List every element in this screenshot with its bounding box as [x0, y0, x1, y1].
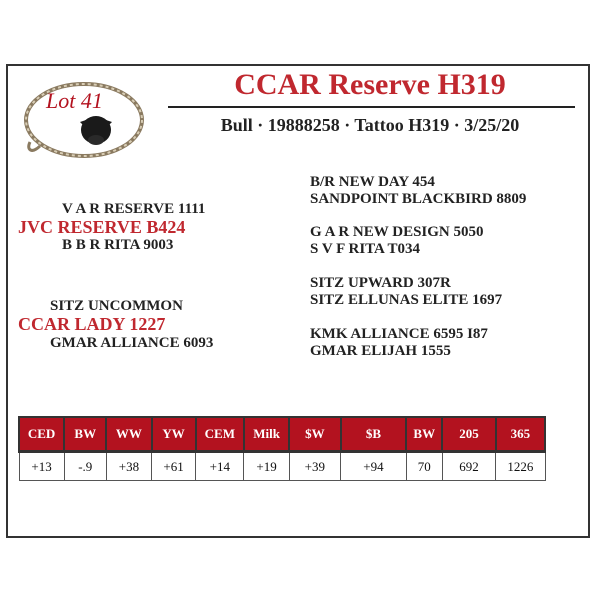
epd-header-milk: Milk	[244, 417, 289, 452]
epd-header-yw: YW	[152, 417, 196, 452]
animal-name-title: CCAR Reserve H319	[234, 68, 506, 101]
epd-header-365: 365	[496, 417, 545, 452]
sire: JVC RESERVE B424	[18, 217, 186, 237]
epd-value-weaned-value: +39	[289, 452, 340, 481]
epd-value-milk: +19	[244, 452, 289, 481]
epd-header-ced: CED	[19, 417, 64, 452]
epd-header-weaned-value: $W	[289, 417, 340, 452]
great-grandparent: SITZ ELLUNAS ELITE 1697	[310, 292, 503, 308]
epd-table	[18, 416, 546, 481]
great-grandparent: SITZ UPWARD 307R	[310, 275, 451, 291]
epd-value-365: 1226	[496, 452, 545, 481]
epd-header-cem: CEM	[196, 417, 244, 452]
epd-header-actual-bw: BW	[406, 417, 442, 452]
epd-value-205: 692	[442, 452, 495, 481]
great-grandparent: GMAR ELIJAH 1555	[310, 343, 451, 359]
epd-header-beef-value: $B	[341, 417, 407, 452]
great-grandparent: SANDPOINT BLACKBIRD 8809	[310, 191, 527, 207]
animal-details: Bull · 19888258 · Tattoo H319 · 3/25/20	[220, 115, 520, 135]
epd-value-row	[19, 452, 545, 481]
epd-header-row	[19, 417, 545, 452]
epd-header-205: 205	[442, 417, 495, 452]
epd-value-ww: +38	[106, 452, 151, 481]
great-grandparent: G A R NEW DESIGN 5050	[310, 224, 484, 240]
epd-value-cem: +14	[196, 452, 244, 481]
great-grandparent: KMK ALLIANCE 6595 I87	[310, 326, 488, 342]
dam: CCAR LADY 1227	[18, 314, 166, 334]
title-divider	[168, 106, 575, 108]
sire-dam: B B R RITA 9003	[62, 237, 174, 253]
dam-sire: SITZ UNCOMMON	[50, 298, 183, 314]
great-grandparent: B/R NEW DAY 454	[310, 174, 435, 190]
dam-dam: GMAR ALLIANCE 6093	[50, 335, 214, 351]
lot-number: Lot 41	[46, 88, 103, 113]
sire-sire: V A R RESERVE 1111	[62, 201, 206, 217]
epd-header-bw: BW	[64, 417, 106, 452]
epd-value-bw: -.9	[64, 452, 106, 481]
black-bull-icon	[80, 116, 112, 145]
epd-value-yw: +61	[152, 452, 196, 481]
epd-value-actual-bw: 70	[406, 452, 442, 481]
epd-value-beef-value: +94	[341, 452, 407, 481]
epd-header-ww: WW	[106, 417, 151, 452]
epd-value-ced: +13	[19, 452, 64, 481]
great-grandparent: S V F RITA T034	[310, 241, 421, 257]
